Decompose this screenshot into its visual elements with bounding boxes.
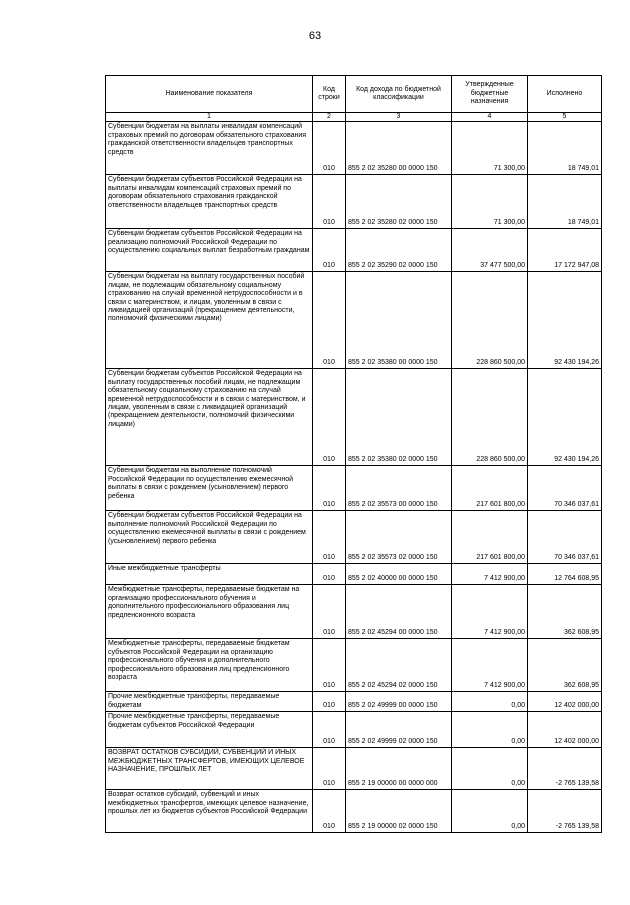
row-kbk: 855 2 19 00000 00 0000 000 — [346, 748, 452, 790]
row-done: 12 402 000,00 — [528, 692, 602, 712]
table-row — [106, 712, 602, 748]
table-row — [106, 585, 602, 639]
table-row — [106, 748, 602, 790]
row-kbk: 855 2 02 35573 02 0000 150 — [346, 511, 452, 564]
table-row — [106, 639, 602, 692]
row-name: Субвенции бюджетам на выплаты инвалидам компенсаций страховых премий по договорам обязательного страхования гражданской ответственности владельцев транспортных средств — [106, 122, 313, 175]
row-name: Субвенции бюджетам субъектов Российской Федерации на реализацию полномочий Российской Федерации по осуществлению социальных выплат безработным гражданам — [106, 229, 313, 272]
row-name: Возврат остатков субсидий, субвенций и иных межбюджетных трансфертов, имеющих целевое назначение, прошлых лет из бюджетов субъектов Российской Федерации — [106, 790, 313, 833]
column-numbers-row — [106, 113, 602, 122]
row-kbk: 855 2 02 45294 02 0000 150 — [346, 639, 452, 692]
row-code: 010 — [313, 511, 346, 564]
row-name: Субвенции бюджетам на выплату государственных пособий лицам, не подлежащим обязательному социальному страхованию на случай временной нетрудоспособности и в связи с материнством, и лицам, уволенным в связи с ликвидацией организаций (прекращением деятельности, полномочий физическими лицами) — [106, 272, 313, 369]
row-plan: 37 477 500,00 — [452, 229, 528, 272]
row-kbk: 855 2 02 35573 00 0000 150 — [346, 466, 452, 511]
column-number: 3 — [346, 113, 452, 122]
row-name: Межбюджетные трансферты, передаваемые бюджетам на организацию профессионального обучения и дополнительного профессионального образования лиц предпенсионного возраста — [106, 585, 313, 639]
row-code: 010 — [313, 229, 346, 272]
column-number: 5 — [528, 113, 602, 122]
row-plan: 217 601 800,00 — [452, 466, 528, 511]
row-name: Прочие межбюджетные трансферты, передаваемые бюджетам субъектов Российской Федерации — [106, 712, 313, 748]
row-code: 010 — [313, 175, 346, 229]
row-code: 010 — [313, 692, 346, 712]
row-code: 010 — [313, 748, 346, 790]
page-number: 63 — [308, 30, 322, 42]
table-row — [106, 790, 602, 833]
header-name: Наименование показателя — [106, 76, 313, 113]
row-code: 010 — [313, 564, 346, 585]
table-row — [106, 175, 602, 229]
table-row — [106, 692, 602, 712]
row-plan: 228 860 500,00 — [452, 369, 528, 466]
row-done: 92 430 194,26 — [528, 369, 602, 466]
table-row — [106, 369, 602, 466]
row-done: 70 346 037,61 — [528, 511, 602, 564]
table-row — [106, 511, 602, 564]
header-done: Исполнено — [528, 76, 602, 113]
row-done: 17 172 947,08 — [528, 229, 602, 272]
header-kbk: Код дохода по бюджетной классификации — [346, 76, 452, 113]
row-kbk: 855 2 02 35290 02 0000 150 — [346, 229, 452, 272]
row-name: Прочие межбюджетные трансферты, передаваемые бюджетам — [106, 692, 313, 712]
row-code: 010 — [313, 369, 346, 466]
row-name: Субвенции бюджетам на выполнение полномочий Российской Федерации по осуществлению ежемесячной выплаты в связи с рождением (усыновлением) первого ребенка — [106, 466, 313, 511]
row-kbk: 855 2 02 35280 00 0000 150 — [346, 122, 452, 175]
row-kbk: 855 2 02 35380 02 0000 150 — [346, 369, 452, 466]
row-plan: 0,00 — [452, 790, 528, 833]
row-plan: 228 860 500,00 — [452, 272, 528, 369]
row-name: Межбюджетные трансферты, передаваемые бюджетам субъектов Российской Федерации на организацию профессионального обучения и дополнительного профессионального образования лиц предпенсионного возраста — [106, 639, 313, 692]
row-done: 18 749,01 — [528, 175, 602, 229]
row-plan: 7 412 900,00 — [452, 585, 528, 639]
budget-execution-table — [105, 75, 602, 833]
row-kbk: 855 2 02 45294 00 0000 150 — [346, 585, 452, 639]
row-done: 362 608,95 — [528, 585, 602, 639]
row-kbk: 855 2 19 00000 02 0000 150 — [346, 790, 452, 833]
row-done: 12 402 000,00 — [528, 712, 602, 748]
row-done: 92 430 194,26 — [528, 272, 602, 369]
table-header-row — [106, 76, 602, 113]
row-name: ВОЗВРАТ ОСТАТКОВ СУБСИДИЙ, СУБВЕНЦИЙ И ИНЫХ МЕЖБЮДЖЕТНЫХ ТРАНСФЕРТОВ, ИМЕЮЩИХ ЦЕЛЕВОЕ НАЗНАЧЕНИЕ, ПРОШЛЫХ ЛЕТ — [106, 748, 313, 790]
row-kbk: 855 2 02 35280 02 0000 150 — [346, 175, 452, 229]
column-number: 1 — [106, 113, 313, 122]
table-row — [106, 564, 602, 585]
row-kbk: 855 2 02 49999 00 0000 150 — [346, 692, 452, 712]
table-row — [106, 272, 602, 369]
row-plan: 71 300,00 — [452, 122, 528, 175]
row-plan: 7 412 900,00 — [452, 639, 528, 692]
row-plan: 0,00 — [452, 712, 528, 748]
row-kbk: 855 2 02 49999 02 0000 150 — [346, 712, 452, 748]
row-done: 18 749,01 — [528, 122, 602, 175]
row-kbk: 855 2 02 40000 00 0000 150 — [346, 564, 452, 585]
row-done: -2 765 139,58 — [528, 790, 602, 833]
row-name: Иные межбюджетные трансферты — [106, 564, 313, 585]
row-code: 010 — [313, 790, 346, 833]
column-number: 4 — [452, 113, 528, 122]
row-plan: 217 601 800,00 — [452, 511, 528, 564]
row-code: 010 — [313, 639, 346, 692]
table-row — [106, 122, 602, 175]
row-code: 010 — [313, 122, 346, 175]
row-kbk: 855 2 02 35380 00 0000 150 — [346, 272, 452, 369]
row-done: 12 764 608,95 — [528, 564, 602, 585]
row-code: 010 — [313, 712, 346, 748]
row-plan: 7 412 900,00 — [452, 564, 528, 585]
row-done: 362 608,95 — [528, 639, 602, 692]
row-name: Субвенции бюджетам субъектов Российской Федерации на выплаты инвалидам компенсаций страховых премий по договорам обязательного страхования гражданской ответственности владельцев транспортных средств — [106, 175, 313, 229]
table-row — [106, 229, 602, 272]
column-number: 2 — [313, 113, 346, 122]
table-row — [106, 466, 602, 511]
row-code: 010 — [313, 272, 346, 369]
row-plan: 71 300,00 — [452, 175, 528, 229]
row-plan: 0,00 — [452, 748, 528, 790]
row-plan: 0,00 — [452, 692, 528, 712]
row-done: 70 346 037,61 — [528, 466, 602, 511]
header-code: Код строки — [313, 76, 346, 113]
header-plan: Утвержденные бюджетные назначения — [452, 76, 528, 113]
row-done: -2 765 139,58 — [528, 748, 602, 790]
row-name: Субвенции бюджетам субъектов Российской Федерации на выплату государственных пособий лицам, не подлежащим обязательному социальному страхованию на случай временной нетрудоспособности и в связи с материнством, и лицам, уволенным в связи с ликвидацией организаций (прекращением деятельности, полномочий физическими лицами) — [106, 369, 313, 466]
row-code: 010 — [313, 466, 346, 511]
row-code: 010 — [313, 585, 346, 639]
row-name: Субвенции бюджетам субъектов Российской Федерации на выполнение полномочий Российской Федерации по осуществлению ежемесячной выплаты в связи с рождением (усыновлением) первого ребенка — [106, 511, 313, 564]
